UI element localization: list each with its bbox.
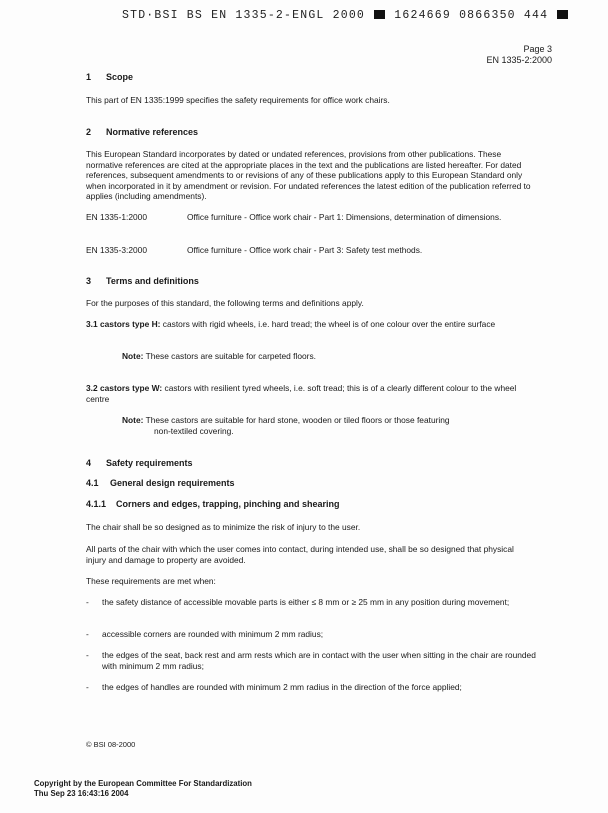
- reference-title: Office furniture - Office work chair - Part 3: Safety test methods.: [187, 245, 423, 255]
- document-header-code: [122, 9, 549, 22]
- section-title: Normative references: [106, 127, 199, 137]
- bullet-dash: -: [86, 650, 89, 660]
- section-number: 4.1.1: [86, 499, 107, 509]
- note-label: Note:: [122, 415, 144, 425]
- section-number: 4.1: [86, 478, 99, 488]
- requirements-paragraph-2: All parts of the chair with which the user comes into contact, during intended use, shall be so designed that physical injury and damage to property are avoided.: [86, 544, 514, 565]
- term-label: 3.1 castors type H:: [86, 319, 161, 329]
- definition-castors-h: [86, 319, 536, 330]
- section-title: Corners and edges, trapping, pinching and shearing: [116, 499, 340, 509]
- section-title: Terms and definitions: [106, 276, 199, 286]
- note-castors-h: [122, 351, 522, 362]
- timestamp: Thu Sep 23 16:43:16 2004: [34, 788, 129, 798]
- bullet-dash: -: [86, 629, 89, 639]
- reference-code: EN 1335-1:2000: [86, 212, 147, 222]
- list-item: [86, 629, 536, 640]
- barcode-block: [374, 10, 385, 19]
- section-number: 3: [86, 276, 92, 286]
- requirements-paragraph-3: These requirements are met when:: [86, 576, 216, 586]
- document-id: EN 1335-2:2000: [486, 55, 552, 65]
- note-castors-w: [122, 415, 522, 437]
- barcode-block: [557, 10, 568, 19]
- list-item-text: accessible corners are rounded with minimum 2 mm radius;: [102, 629, 324, 639]
- bullet-dash: -: [86, 682, 89, 692]
- scope-paragraph: This part of EN 1335:1999 specifies the safety requirements for office work chairs.: [86, 95, 390, 105]
- note-text: These castors are suitable for carpeted floors.: [143, 351, 316, 361]
- section-number: 1: [86, 72, 92, 82]
- definition-castors-w: [86, 383, 536, 405]
- reference-title: Office furniture - Office work chair - Part 1: Dimensions, determination of dimensions.: [187, 212, 502, 222]
- term-label: 3.2 castors type W:: [86, 383, 163, 393]
- term-definition: castors with resilient tyred wheels, i.e. soft tread; this is of a clearly different colour to the wheel centre: [86, 383, 517, 404]
- header-code-middle: 1624669 0866350 444: [394, 9, 549, 22]
- page-number-block: [486, 44, 552, 66]
- term-definition: castors with rigid wheels, i.e. hard tread; the wheel is of one colour over the entire surface: [160, 319, 496, 329]
- section-heading-normative-references: [86, 127, 198, 137]
- bsi-footer: © BSI 08-2000: [86, 740, 136, 749]
- section-number: 4: [86, 458, 92, 468]
- list-item-text: the edges of the seat, back rest and arm rests which are in contact with the user when sitting in the chair are rounded with minimum 2 mm radius;: [102, 650, 536, 671]
- section-title: Safety requirements: [106, 458, 193, 468]
- section-number: 2: [86, 127, 92, 137]
- section-heading-safety-requirements: [86, 458, 193, 468]
- subsection-heading-corners-edges: [86, 499, 340, 509]
- list-item: [86, 650, 536, 671]
- list-item-text: the edges of handles are rounded with minimum 2 mm radius in the direction of the force applied;: [102, 682, 462, 692]
- list-item: [86, 597, 536, 608]
- bullet-dash: -: [86, 597, 89, 607]
- requirements-paragraph-1: The chair shall be so designed as to minimize the risk of injury to the user.: [86, 522, 361, 532]
- reference-code: EN 1335-3:2000: [86, 245, 147, 255]
- page-label: Page 3: [523, 44, 552, 54]
- section-title: Scope: [106, 72, 134, 82]
- note-label: Note:: [122, 351, 144, 361]
- list-item: [86, 682, 536, 693]
- section-heading-terms-definitions: [86, 276, 199, 286]
- subsection-heading-general-design: [86, 478, 235, 488]
- note-text: These castors are suitable for hard stone, wooden or tiled floors or those featuring: [143, 415, 450, 425]
- normative-references-paragraph: This European Standard incorporates by dated or undated references, provisions from other publications. These normative references are cited at the appropriate places in the text and the publications are listed hereafter. For dated references, subsequent amendments to or revisions of any of these publications apply to this European Standard only when incorporated in it by amendment or revision. For undated references the latest edition of the publication referred to applies (including amendments).: [86, 149, 531, 201]
- note-continuation: non-textiled covering.: [154, 426, 234, 436]
- header-code-left: STD·BSI BS EN 1335-2-ENGL 2000: [122, 9, 366, 22]
- section-title: General design requirements: [110, 478, 235, 488]
- list-item-text: the safety distance of accessible movable parts is either ≤ 8 mm or ≥ 25 mm in any position during movement;: [102, 597, 510, 607]
- copyright-notice: [34, 779, 252, 798]
- section-heading-scope: [86, 72, 133, 82]
- copyright-line: Copyright by the European Committee For Standardization: [34, 779, 252, 788]
- terms-intro-paragraph: For the purposes of this standard, the following terms and definitions apply.: [86, 298, 364, 308]
